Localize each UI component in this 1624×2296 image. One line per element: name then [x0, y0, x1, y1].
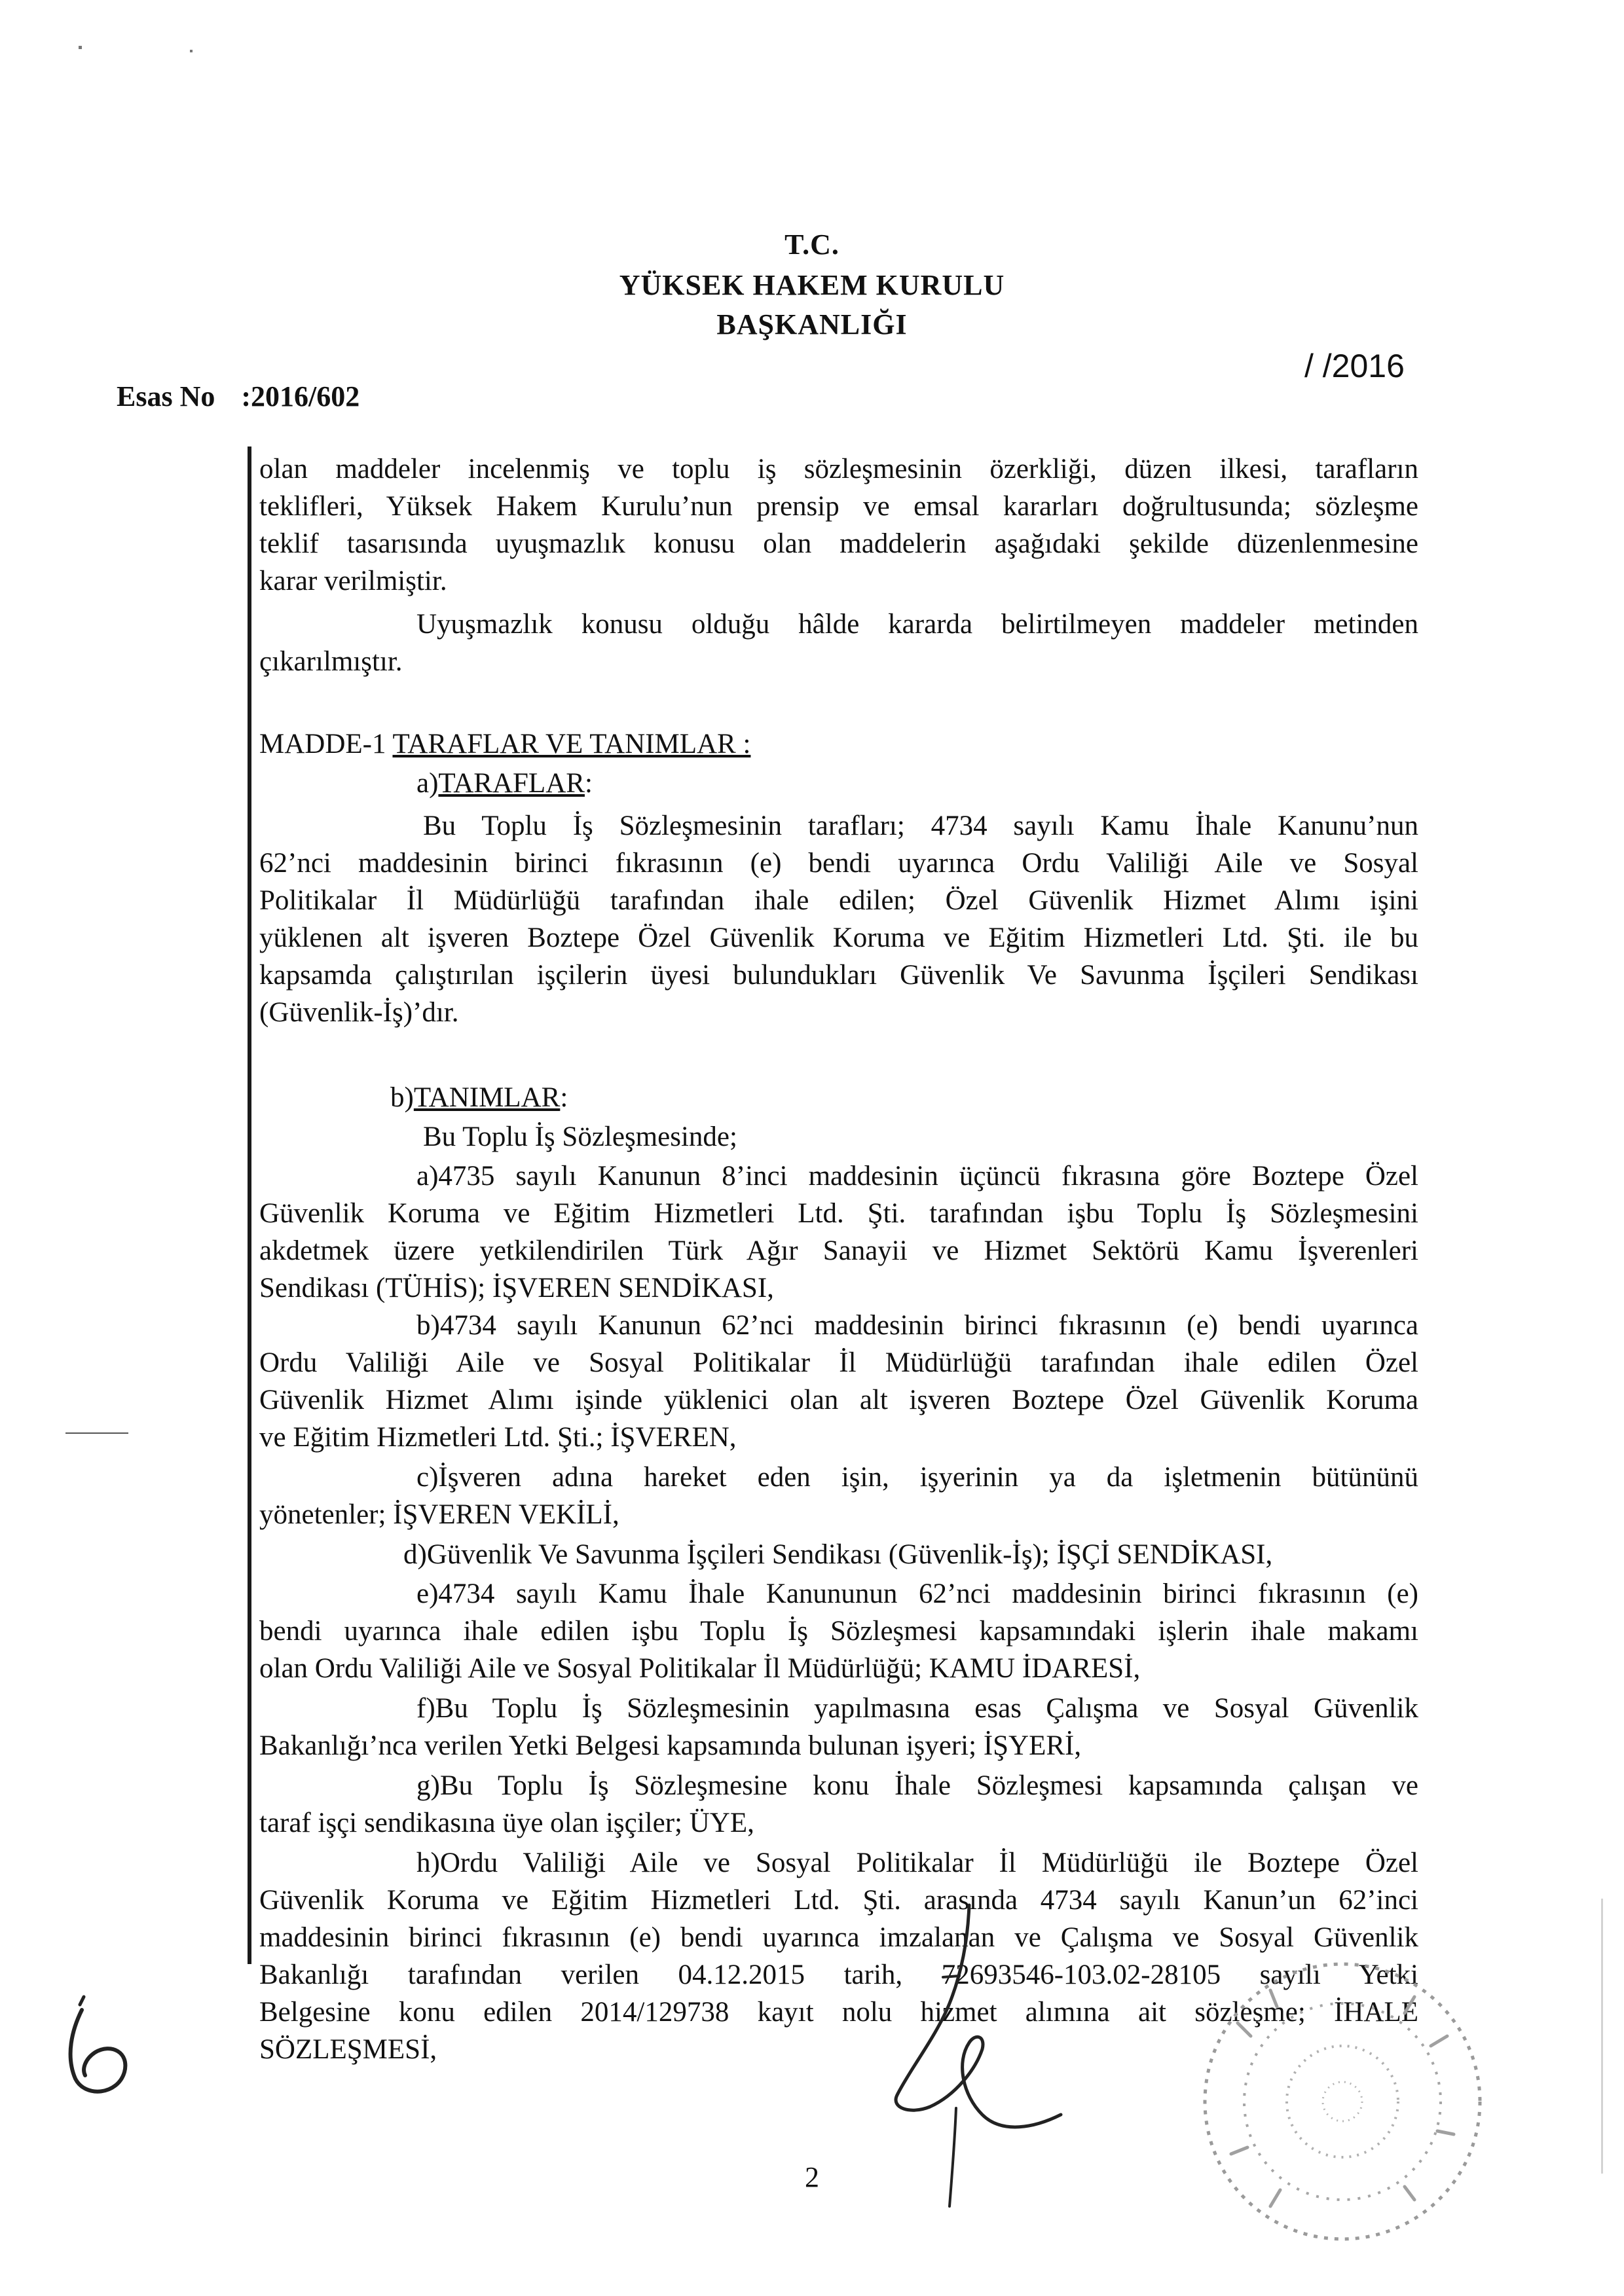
- section-a-line-5: kapsamda çalıştırılan işçilerin üyesi bulundukları Güvenlik Ve Savunma İşçileri Sendikası: [259, 960, 1418, 991]
- definition-h-line-2: Güvenlik Koruma ve Eğitim Hizmetleri Ltd. Şti. arasında 4734 sayılı Kanun’un 62’inci: [259, 1885, 1418, 1916]
- definition-h-line-6: SÖZLEŞMESİ,: [259, 2034, 437, 2065]
- definition-c-line-1: c)İşveren adına hareket eden işin, işyerinin ya da işletmenin bütününü: [416, 1462, 1418, 1493]
- scan-edge-line: [1601, 1899, 1603, 2174]
- margin-tick: [65, 1432, 128, 1434]
- definition-b-line-1: b)4734 sayılı Kanunun 62’nci maddesinin birinci fıkrasının (e) bendi uyarınca: [416, 1310, 1418, 1341]
- section-b-intro: Bu Toplu İş Sözleşmesinde;: [423, 1121, 737, 1152]
- intro-line-4: karar verilmiştir.: [259, 566, 447, 596]
- article-heading: [259, 728, 750, 760]
- section-a-line-6: (Güvenlik-İş)’dır.: [259, 997, 459, 1028]
- section-a-line-1: Bu Toplu İş Sözleşmesinin tarafları; 4734 sayılı Kamu İhale Kanunu’nun: [423, 811, 1418, 841]
- intro-line-2: teklifleri, Yüksek Hakem Kurulu’nun prensip ve emsal kararları doğrultusunda; sözleşme: [259, 491, 1418, 522]
- section-a-prefix: a): [416, 768, 439, 799]
- section-a-line-2: 62’nci maddesinin birinci fıkrasının (e) bendi uyarınca Ordu Valiliği Aile ve Sosyal: [259, 848, 1418, 879]
- definition-e-line-2: bendi uyarınca ihale edilen işbu Toplu İş Sözleşmesi kapsamındaki işlerin ihale makamı: [259, 1616, 1418, 1647]
- definition-h-line-3: maddesinin birinci fıkrasının (e) bendi uyarınca imzalanan ve Çalışma ve Sosyal Güvenlik: [259, 1922, 1418, 1953]
- definition-e-line-3: olan Ordu Valiliği Aile ve Sosyal Politikalar İl Müdürlüğü; KAMU İDARESİ,: [259, 1653, 1141, 1684]
- page-number: 2: [805, 2161, 819, 2193]
- case-number: [117, 380, 360, 413]
- definition-a-line-3: akdetmek üzere yetkilendirilen Türk Ağır Sanayii ve Hizmet Sektörü Kamu İşverenleri: [259, 1235, 1418, 1266]
- definition-h-line-1: h)Ordu Valiliği Aile ve Sosyal Politikalar İl Müdürlüğü ile Boztepe Özel: [416, 1848, 1418, 1878]
- definition-g-line-1: g)Bu Toplu İş Sözleşmesine konu İhale Sözleşmesi kapsamında çalışan ve: [416, 1770, 1418, 1801]
- header-presidency: BAŞKANLIĞI: [716, 308, 908, 340]
- definition-h-line-5: Belgesine konu edilen 2014/129738 kayıt nolu hizmet alımına ait sözleşme; İHALE: [259, 1997, 1418, 2028]
- section-a-heading: [416, 767, 593, 799]
- section-b-heading: [390, 1082, 568, 1114]
- definition-d-line-1: d)Güvenlik Ve Savunma İşçileri Sendikası (Güvenlik-İş); İŞÇİ SENDİKASI,: [403, 1539, 1273, 1570]
- margin-rule: [248, 446, 251, 1964]
- header-institution: YÜKSEK HAKEM KURULU: [619, 269, 1005, 301]
- section-a-line-3: Politikalar İl Müdürlüğü tarafından ihale edilen; Özel Güvenlik Hizmet Alımı işini: [259, 885, 1418, 916]
- intro-line-3: teklif tasarısında uyuşmazlık konusu olan maddelerin aşağıdaki şekilde düzenlenmesine: [259, 528, 1418, 559]
- definition-a-line-2: Güvenlik Koruma ve Eğitim Hizmetleri Ltd. Şti. tarafından işbu Toplu İş Sözleşmesini: [259, 1198, 1418, 1229]
- official-stamp-icon: [1179, 1938, 1506, 2265]
- document-date: / /2016: [1304, 348, 1405, 384]
- definition-b-line-3: Güvenlik Hizmet Alımı işinde yüklenici olan alt işveren Boztepe Özel Güvenlik Koruma: [259, 1385, 1418, 1415]
- header-tc: T.C.: [784, 228, 840, 261]
- scan-speck: [190, 50, 193, 52]
- definition-e-line-1: e)4734 sayılı Kamu İhale Kanununun 62’nci maddesinin birinci fıkrasının (e): [416, 1578, 1418, 1609]
- article-prefix: MADDE-1: [259, 729, 393, 759]
- article-title: TARAFLAR VE TANIMLAR :: [392, 729, 751, 759]
- definition-b-line-4: ve Eğitim Hizmetleri Ltd. Şti.; İŞVEREN,: [259, 1422, 737, 1453]
- intro-line-6: çıkarılmıştır.: [259, 646, 403, 677]
- handwritten-margin-mark-icon: [46, 1990, 151, 2102]
- section-b-title: TANIMLAR: [413, 1082, 561, 1113]
- scan-speck: [79, 46, 82, 49]
- section-a-colon: :: [584, 768, 593, 799]
- section-a-title: TARAFLAR: [438, 768, 585, 799]
- case-number-label: Esas No: [117, 380, 215, 412]
- definition-c-line-2: yönetenler; İŞVEREN VEKİLİ,: [259, 1499, 619, 1530]
- definition-f-line-2: Bakanlığı’nca verilen Yetki Belgesi kapsamında bulunan işyeri; İŞYERİ,: [259, 1730, 1082, 1761]
- section-b-colon: :: [560, 1082, 568, 1113]
- definition-b-line-2: Ordu Valiliği Aile ve Sosyal Politikalar İl Müdürlüğü tarafından ihale edilen Özel: [259, 1347, 1418, 1378]
- section-a-line-4: yüklenen alt işveren Boztepe Özel Güvenlik Koruma ve Eğitim Hizmetleri Ltd. Şti. ile bu: [259, 922, 1418, 953]
- definition-h-line-4: Bakanlığı tarafından verilen 04.12.2015 tarih, 72693546-103.02-28105 sayılı Yetki: [259, 1959, 1418, 1990]
- definition-f-line-1: f)Bu Toplu İş Sözleşmesinin yapılmasına esas Çalışma ve Sosyal Güvenlik: [416, 1693, 1418, 1724]
- definition-a-line-1: a)4735 sayılı Kanunun 8’inci maddesinin üçüncü fıkrasına göre Boztepe Özel: [416, 1161, 1418, 1192]
- definition-g-line-2: taraf işçi sendikasına üye olan işçiler; ÜYE,: [259, 1808, 754, 1838]
- definition-a-line-4: Sendikası (TÜHİS); İŞVEREN SENDİKASI,: [259, 1273, 774, 1303]
- intro-line-5: Uyuşmazlık konusu olduğu hâlde kararda belirtilmeyen maddeler metinden: [416, 609, 1418, 640]
- section-b-prefix: b): [390, 1082, 414, 1113]
- case-number-value: :2016/602: [241, 380, 360, 412]
- intro-line-1: olan maddeler incelenmiş ve toplu iş sözleşmesinin özerkliği, düzen ilkesi, tarafların: [259, 454, 1418, 484]
